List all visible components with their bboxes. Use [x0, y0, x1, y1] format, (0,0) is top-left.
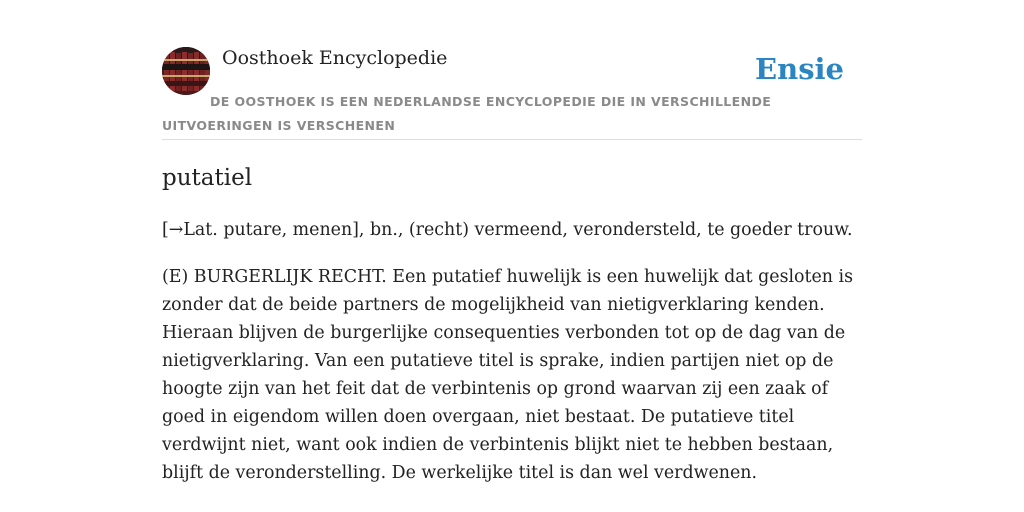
site-header — [162, 46, 862, 140]
encyclopedia-books-avatar[interactable] — [162, 47, 210, 95]
site-tagline: DE OOSTHOEK IS EEN NEDERLANDSE ENCYCLOPEDIE DIE IN VERSCHILLENDE UITVOERINGEN IS VERSCHENEN — [162, 94, 772, 133]
entry-etymology: [→Lat. putare, menen], bn., (recht) vermeend, verondersteld, te goeder trouw. — [162, 220, 853, 240]
ensie-logo[interactable]: Ensie — [755, 52, 844, 86]
entry-content — [162, 158, 862, 483]
site-name[interactable]: Oosthoek Encyclopedie — [222, 47, 448, 69]
entry-body: (E) BURGERLIJK RECHT. Een putatief huwelijk is een huwelijk dat gesloten is zonder dat de beide partners de mogelijkheid van nietigverklaring kenden. Hieraan blijven de burgerlijke consequenties verbonden tot op de dag van de nietigverklaring. Van een putatieve titel is sprake, indien partijen niet op de hoogte zijn van het feit dat de verbintenis op grond waarvan zij een zaak of goed in eigendom willen doen overgaan, niet bestaat. De putatieve titel verdwijnt niet, want ook indien de verbintenis blijkt niet te hebben bestaan, blijft de veronderstelling. De werkelijke titel is dan wel verdwenen. — [162, 267, 854, 483]
page-title: putatiel — [162, 165, 253, 191]
